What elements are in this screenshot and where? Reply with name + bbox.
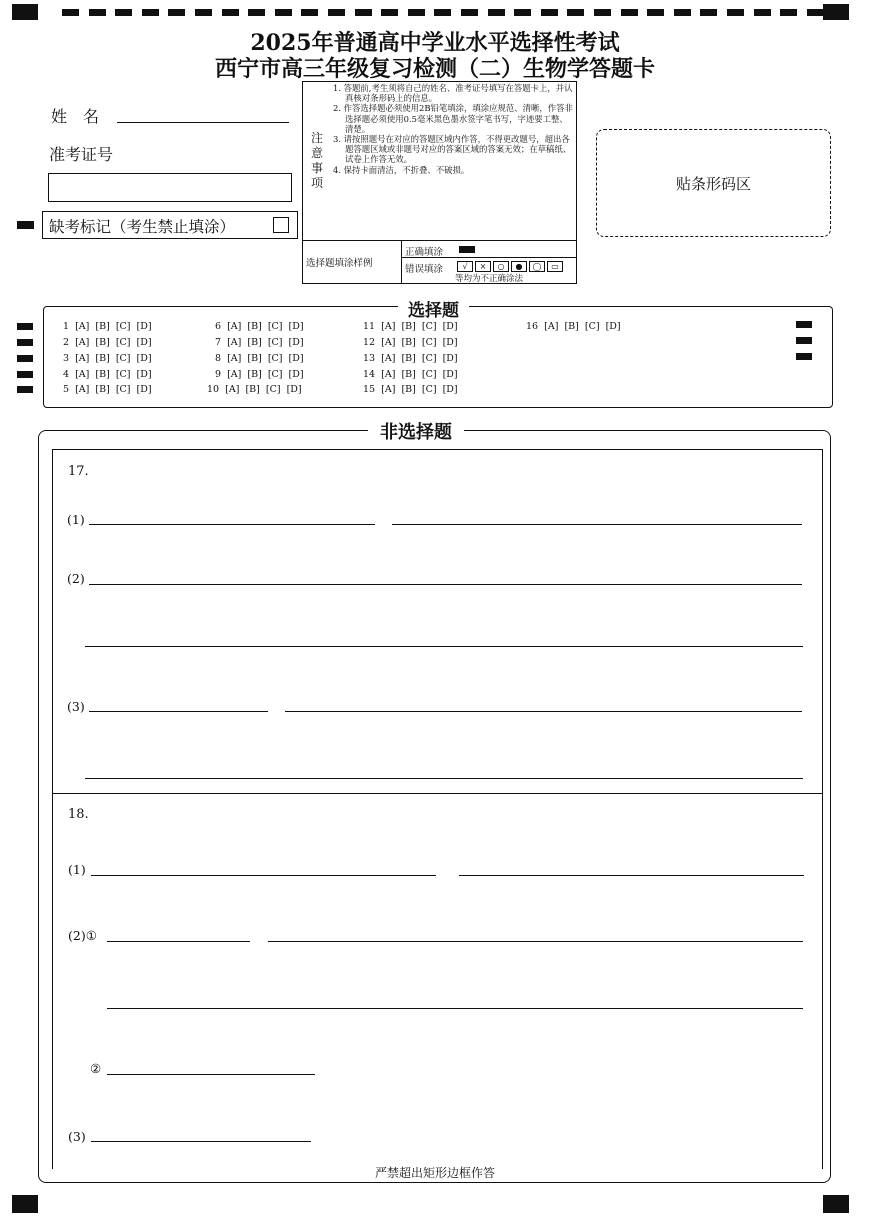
timing-dash — [115, 9, 132, 16]
q17-part3-blank-b[interactable] — [285, 711, 802, 712]
choice-question[interactable]: 6 [A] [B] [C] [D] — [215, 321, 304, 332]
choice-question[interactable]: 16 [A] [B] [C] [D] — [526, 321, 621, 332]
choice-question[interactable]: 4 [A] [B] [C] [D] — [63, 369, 152, 380]
choice-question[interactable]: 5 [A] [B] [C] [D] — [63, 384, 152, 395]
wrong-note: 等均为不正确涂法 — [455, 274, 524, 284]
timing-dash — [248, 9, 265, 16]
barcode-area — [596, 129, 831, 237]
absent-checkbox[interactable] — [273, 217, 289, 233]
choice-question[interactable]: 3 [A] [B] [C] [D] — [63, 353, 152, 364]
timing-dash — [621, 9, 638, 16]
notice-side-char: 意 — [310, 146, 323, 160]
notice-item: 4. 保持卡面清洁，不折叠、不破损。 — [333, 164, 470, 175]
fill-sample — [303, 240, 576, 284]
timing-dash — [780, 9, 797, 16]
timing-dash — [700, 9, 717, 16]
notice-side-char: 事 — [310, 161, 323, 175]
q18-part1-blank-b[interactable] — [459, 875, 804, 876]
q18-part3-label: (3) — [68, 1129, 86, 1144]
choice-question[interactable]: 11 [A] [B] [C] [D] — [363, 321, 458, 332]
q18-part2-blank-a[interactable] — [107, 941, 250, 942]
correct-label: 正确填涂 — [405, 247, 444, 258]
absent-label: 缺考标记（考生禁止填涂） — [49, 218, 236, 236]
timing-dash — [807, 9, 824, 16]
timing-dash — [434, 9, 451, 16]
choice-question[interactable]: 12 [A] [B] [C] [D] — [363, 337, 458, 348]
timing-dash — [647, 9, 664, 16]
timing-dash — [594, 9, 611, 16]
q17-part1-label: (1) — [67, 512, 85, 527]
q17-number: 17. — [68, 464, 89, 479]
q18-part2-blank-c[interactable] — [107, 1008, 803, 1009]
timing-dash — [222, 9, 239, 16]
left-timing-mark — [17, 339, 33, 346]
timing-dash — [142, 9, 159, 16]
timing-dash — [275, 9, 292, 16]
choice-section-title: 选择题 — [398, 296, 469, 321]
choice-question[interactable]: 8 [A] [B] [C] [D] — [215, 353, 304, 364]
right-timing-mark — [796, 337, 812, 344]
q18-number: 18. — [68, 807, 89, 822]
timing-dash — [301, 9, 318, 16]
sample-row-divider — [401, 257, 577, 258]
choice-question[interactable]: 2 [A] [B] [C] [D] — [63, 337, 152, 348]
q18-part1-blank-a[interactable] — [91, 875, 436, 876]
footer-note: 严禁超出矩形边框作答 — [374, 1166, 495, 1180]
timing-dash — [461, 9, 478, 16]
timing-dash — [408, 9, 425, 16]
sample-label: 选择题填涂样例 — [306, 258, 373, 269]
q18-part2b-label: ② — [90, 1061, 102, 1076]
timing-dash — [541, 9, 558, 16]
q18-part3-blank[interactable] — [91, 1141, 311, 1142]
timing-dash — [328, 9, 345, 16]
choice-question[interactable]: 15 [A] [B] [C] [D] — [363, 384, 458, 395]
corner-mark-top-right — [823, 4, 849, 20]
left-timing-mark — [17, 323, 33, 330]
q18-part2-blank-b[interactable] — [268, 941, 803, 942]
timing-dash — [355, 9, 372, 16]
wrong-sample-oval: ◯ — [529, 261, 545, 272]
q17-part2-label: (2) — [67, 571, 85, 586]
wrong-sample-cross: × — [475, 261, 491, 272]
left-timing-mark — [17, 371, 33, 378]
id-label: 准考证号 — [49, 145, 114, 164]
left-timing-mark — [17, 386, 33, 393]
q17-part3-blank-a[interactable] — [89, 711, 268, 712]
timing-dash — [567, 9, 584, 16]
choice-question[interactable]: 13 [A] [B] [C] [D] — [363, 353, 458, 364]
wrong-sample-partial: ▭ — [547, 261, 563, 272]
card-title: 西宁市高三年级复习检测（二）生物学答题卡 — [214, 56, 655, 82]
q18-part2-label: (2)① — [68, 928, 97, 943]
notice-box — [302, 81, 577, 284]
timing-dash — [514, 9, 531, 16]
name-label: 姓 名 — [51, 107, 100, 126]
notice-side-char: 项 — [310, 176, 323, 190]
answer-frame — [52, 449, 823, 1169]
choice-question[interactable]: 9 [A] [B] [C] [D] — [215, 369, 304, 380]
choice-question[interactable]: 14 [A] [B] [C] [D] — [363, 369, 458, 380]
sample-divider — [401, 241, 402, 284]
q18-part1-label: (1) — [68, 862, 86, 877]
nonchoice-section-title: 非选择题 — [368, 418, 464, 444]
q17-part2-blank-a[interactable] — [89, 584, 802, 585]
wrong-label: 错误填涂 — [405, 264, 444, 275]
absent-marker — [17, 221, 34, 229]
notice-item: 1. 答题前,考生须将自己的姓名、准考证号填写在答题卡上，并认真核对条形码上的信息。 — [333, 83, 573, 104]
timing-dash — [195, 9, 212, 16]
q17-part1-blank-b[interactable] — [392, 524, 802, 525]
q17-part3-label: (3) — [67, 699, 85, 714]
timing-dash — [381, 9, 398, 16]
barcode-label: 贴条形码区 — [675, 174, 751, 193]
wrong-sample-circle: ○ — [493, 261, 509, 272]
correct-fill-sample — [459, 246, 475, 253]
right-timing-mark — [796, 321, 812, 328]
notice-item: 3. 请按照题号在对应的答题区域内作答，不得更改题号，超出各题答题区域或非题号对应的答案区域的答案无效；在草稿纸、试卷上作答无效。 — [333, 134, 572, 165]
q17-part3-blank-c[interactable] — [85, 778, 803, 779]
q18-part2b-blank[interactable] — [107, 1074, 315, 1075]
choice-question[interactable]: 7 [A] [B] [C] [D] — [215, 337, 304, 348]
corner-mark-top-left — [12, 4, 38, 20]
timing-dash — [89, 9, 106, 16]
notice-side-label — [303, 82, 331, 240]
right-timing-mark — [796, 353, 812, 360]
corner-mark-bottom-left — [12, 1195, 38, 1213]
q17-part2-blank-b[interactable] — [85, 646, 803, 647]
q17-part1-blank-a[interactable] — [89, 524, 375, 525]
exam-title: 2025年普通高中学业水平选择性考试 — [250, 30, 620, 56]
left-timing-mark — [17, 355, 33, 362]
name-field[interactable] — [117, 122, 289, 123]
notice-item: 2. 作答选择题必须使用2B铅笔填涂，填涂应规范、清晰，作答非选择题必须使用0.5毫米黑色墨水签字笔书写，字迹要工整、清楚。 — [333, 103, 573, 134]
timing-dash — [168, 9, 185, 16]
timing-dash — [754, 9, 771, 16]
wrong-sample-dot: ● — [511, 261, 527, 272]
timing-dash — [727, 9, 744, 16]
notice-side-char: 注 — [310, 131, 323, 145]
choice-question[interactable]: 10 [A] [B] [C] [D] — [207, 384, 302, 395]
question-divider — [52, 793, 823, 794]
choice-question[interactable]: 1 [A] [B] [C] [D] — [63, 321, 152, 332]
answer-frame-top — [52, 449, 823, 450]
wrong-sample-check: √ — [457, 261, 473, 272]
id-input-box[interactable] — [48, 173, 292, 202]
wrong-samples — [457, 261, 563, 272]
timing-dash — [674, 9, 691, 16]
timing-dash — [488, 9, 505, 16]
corner-mark-bottom-right — [823, 1195, 849, 1213]
timing-dash — [62, 9, 79, 16]
notice-items — [333, 83, 575, 175]
